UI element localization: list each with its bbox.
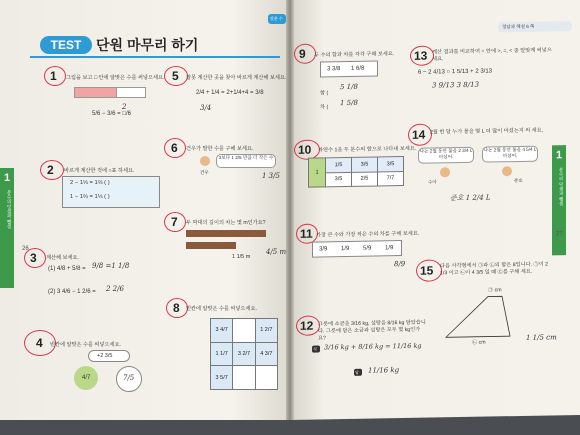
q11-number: 11 xyxy=(300,226,313,241)
q9-number-box xyxy=(320,60,378,77)
q10-whole-cell: 1 xyxy=(309,158,326,187)
chapter-label: 분수의 덧셈과 뺄셈 xyxy=(559,167,564,206)
q8-text: 빈칸에 알맞은 수를 써넣으세요. xyxy=(186,306,257,312)
answer-ref-label: 정답과 해설 6 쪽 xyxy=(502,23,535,30)
q15-hand-answer: 1 1/5 cm xyxy=(526,333,557,342)
q10-cell: 3/5 xyxy=(378,157,404,172)
q12-answer-icon xyxy=(354,369,362,376)
q2-text: 바르게 계산한 것에 ○표 하세요. xyxy=(64,168,135,174)
q7-long-bar xyxy=(186,230,266,237)
q7-short-bar xyxy=(186,242,236,249)
q14-hand-answer: 준호 1 2/4 L xyxy=(450,193,491,203)
q8-cell: 1 2/7 xyxy=(255,319,277,343)
q6-text: 건우가 말한 수를 구해 보세요. xyxy=(186,146,254,152)
q14-number: 14 xyxy=(412,127,426,142)
book-gutter xyxy=(286,0,294,420)
q9-hand-diff: 1 5/8 xyxy=(340,98,358,108)
test-badge: TEST xyxy=(40,36,92,54)
q10-text: 자연수 1을 두 분수의 합으로 나타내 보세요. xyxy=(318,145,417,154)
q1-empty-bar xyxy=(116,87,146,98)
q12-text: 그릇에 소금을 3/16 kg, 설탕을 8/16 kg 담았습니다. 그릇에 담은 소금과 설탕은 모두 몇 kg인가요? xyxy=(318,319,426,342)
q13-expression: 6 − 2 4/13 ○ 1 5/13 + 2 3/13 xyxy=(418,68,493,76)
q4-hand-answer: 7/5 xyxy=(123,374,135,382)
q9-number: 9 xyxy=(299,46,306,61)
q4-answer-circle xyxy=(116,366,142,392)
q4-operator-label: +2 3/5 xyxy=(97,353,113,359)
q13-number: 13 xyxy=(414,48,428,63)
q12-number: 12 xyxy=(300,318,314,333)
q15-number: 15 xyxy=(420,263,434,278)
q8-cell xyxy=(233,319,255,343)
q5-expression: 2/4 + 1/4 = 2+1/4+4 = 3/8 xyxy=(196,90,264,96)
header-rule xyxy=(30,56,280,58)
q8-cell: 3 4/7 xyxy=(211,319,233,343)
q14-bubble-1-text: 나는 2월 동안 물을 2 3/4 L 마셨어. xyxy=(419,147,473,160)
q4-left-value: 4/7 xyxy=(82,375,91,381)
q14-person-junho xyxy=(502,166,512,176)
q6-number: 6 xyxy=(171,141,178,155)
q1-expression: 5/6 − 3/6 = □/6 xyxy=(92,111,131,117)
q10-table xyxy=(308,156,404,188)
q6-speaker: 건우 xyxy=(200,170,209,175)
answer-ref-tab xyxy=(498,21,572,32)
q14-name-1: 수아 xyxy=(428,179,437,185)
q9-diff-label: 차 ( xyxy=(320,104,329,111)
q10-cell: 2/5 xyxy=(352,171,378,186)
q15-trapezoid xyxy=(440,292,520,343)
q15-text: 다음 사각형에서 ㉠과 ㉡의 합은 8입니다. ㉠이 2 1/3 이고 ㉡이 4 3/5 일 때 ㉢를 구해 세요. xyxy=(440,261,549,277)
q14-person-suah xyxy=(440,167,450,177)
q6-hand-answer: 1 3/5 xyxy=(262,172,280,180)
q4-operator xyxy=(88,350,130,362)
q10-number: 10 xyxy=(298,142,312,157)
q5-hand-answer: 3/4 xyxy=(200,104,212,112)
q14-bubble-2 xyxy=(482,146,538,163)
q4-text: 빈칸에 알맞은 수를 써넣으세요. xyxy=(50,342,121,348)
q7-bar-label: 1 1/5 m xyxy=(232,254,251,260)
chapter-number: 1 xyxy=(3,172,11,184)
q8-cell: 1 1/7 xyxy=(211,342,233,366)
q12-hand-answer: 11/16 kg xyxy=(368,366,400,375)
chapter-tab-left xyxy=(0,168,14,288)
q3-hand-answer2: 2 2/6 xyxy=(106,285,124,293)
q11-num: 5/9 xyxy=(363,245,372,252)
q11-num: 1/9 xyxy=(385,245,394,252)
q3-part1: (1) 4/8 + 5/8 = xyxy=(48,266,86,272)
q1-text: 그림을 보고 □ 안에 알맞은 수를 써넣으세요. xyxy=(66,75,165,81)
q1-number: 1 xyxy=(50,69,57,83)
q14-text: 2월 한 달 누가 물을 몇 L 더 많이 마셨는지 써 세요. xyxy=(430,127,544,136)
q11-hand-answer: 8/9 xyxy=(394,259,406,269)
q1-handwritten-answer: 2 xyxy=(122,103,127,111)
q14-bubble-2-text: 나는 2월 동안 물을 4 5/4 L 마셨어. xyxy=(483,146,537,159)
q11-num: 3/9 xyxy=(319,246,328,253)
page-number-right: 27 xyxy=(556,231,563,238)
q9-num2: 1 6/8 xyxy=(351,65,365,72)
q11-text: 가장 큰 수와 가장 작은 수의 차를 구해 보세요. xyxy=(316,230,420,239)
q10-cell: 7/7 xyxy=(378,171,404,186)
q12-answer-label: 답 xyxy=(355,369,359,375)
q13-hand-answer: 3 9/13 3 8/13 xyxy=(432,80,480,90)
q8-number: 8 xyxy=(173,301,180,315)
q9-hand-sum: 5 1/8 xyxy=(340,82,358,92)
q8-cell: 4 3/7 xyxy=(255,342,277,366)
q12-hand-formula: 3/16 kg + 8/16 kg = 11/16 kg xyxy=(324,341,422,352)
q10-cell: 3/5 xyxy=(326,172,352,187)
q3-number: 3 xyxy=(30,251,37,265)
q14-bubble-1 xyxy=(418,147,474,164)
q15-unit-1: ㉠ cm xyxy=(488,287,502,294)
page-title: 단원 마무리 하기 xyxy=(96,37,199,53)
q9-sum-label: 합 ( xyxy=(320,90,329,97)
q2-row1: 2 − 1⅓ = 1⅔ ( ) xyxy=(70,180,110,186)
q6-speech-bubble xyxy=(216,154,276,168)
q3-part2: (2) 3 4/6 − 1 2/6 = xyxy=(48,289,96,295)
page-number-left: 26 xyxy=(22,246,29,252)
q7-text: 두 막대의 길이의 차는 몇 m인가요? xyxy=(186,220,266,226)
q9-num1: 3 3/8 xyxy=(327,66,341,73)
q4-number: 4 xyxy=(36,336,43,350)
chapter-tab-right xyxy=(552,145,566,255)
q11-num: 1/9 xyxy=(341,245,350,253)
q14-name-2: 준호 xyxy=(514,177,523,184)
q2-row2: 1 − 1⅔ = 1⅓ ( ) xyxy=(70,194,110,200)
q9-text: 두 수의 합과 차를 각각 구해 보세요. xyxy=(314,51,395,59)
q5-number: 5 xyxy=(172,69,179,83)
q15-unit-2: ㉡ cm xyxy=(472,339,486,346)
q12-formula-label: 식 xyxy=(313,346,317,352)
q10-cell: 3/5 xyxy=(352,157,378,172)
q1-shaded-bar xyxy=(74,87,118,98)
q7-hand-answer: 4/5 m xyxy=(266,248,287,256)
left-page xyxy=(0,0,290,420)
chapter-label: 분수의 덧셈과 뺄셈 xyxy=(7,190,12,229)
q6-character-avatar xyxy=(200,156,210,166)
score-tab-label: 맞춘 수 xyxy=(270,16,283,21)
q5-text: 잘못 계산한 곳을 찾아 바르게 계산해 보세요. xyxy=(186,75,287,81)
q8-table xyxy=(210,318,278,390)
q7-number: 7 xyxy=(171,215,178,229)
score-tab xyxy=(268,14,286,24)
q2-number: 2 xyxy=(47,163,54,177)
q12-formula-icon xyxy=(312,345,320,352)
chapter-number: 1 xyxy=(555,149,563,162)
q13-text: 계산 결과를 비교하여 ○ 안에 >, =, < 중 알맞게 써넣으세요. xyxy=(432,47,552,63)
q3-hand-answer1: 9/8 =1 1/8 xyxy=(92,262,130,270)
q6-speech-text: 3보다 1 2/5 만큼 더 작은 수 xyxy=(218,155,274,160)
q8-cell xyxy=(233,366,255,390)
q8-cell: 3 5/7 xyxy=(211,366,233,390)
q8-cell xyxy=(255,366,277,390)
right-page xyxy=(290,0,580,420)
q8-cell: 3 2/7 xyxy=(233,342,255,366)
q10-cell: 1/5 xyxy=(326,157,352,172)
q3-text: 계산해 보세요. xyxy=(46,255,79,261)
q11-number-box xyxy=(312,240,402,258)
q4-left-circle xyxy=(74,366,98,390)
